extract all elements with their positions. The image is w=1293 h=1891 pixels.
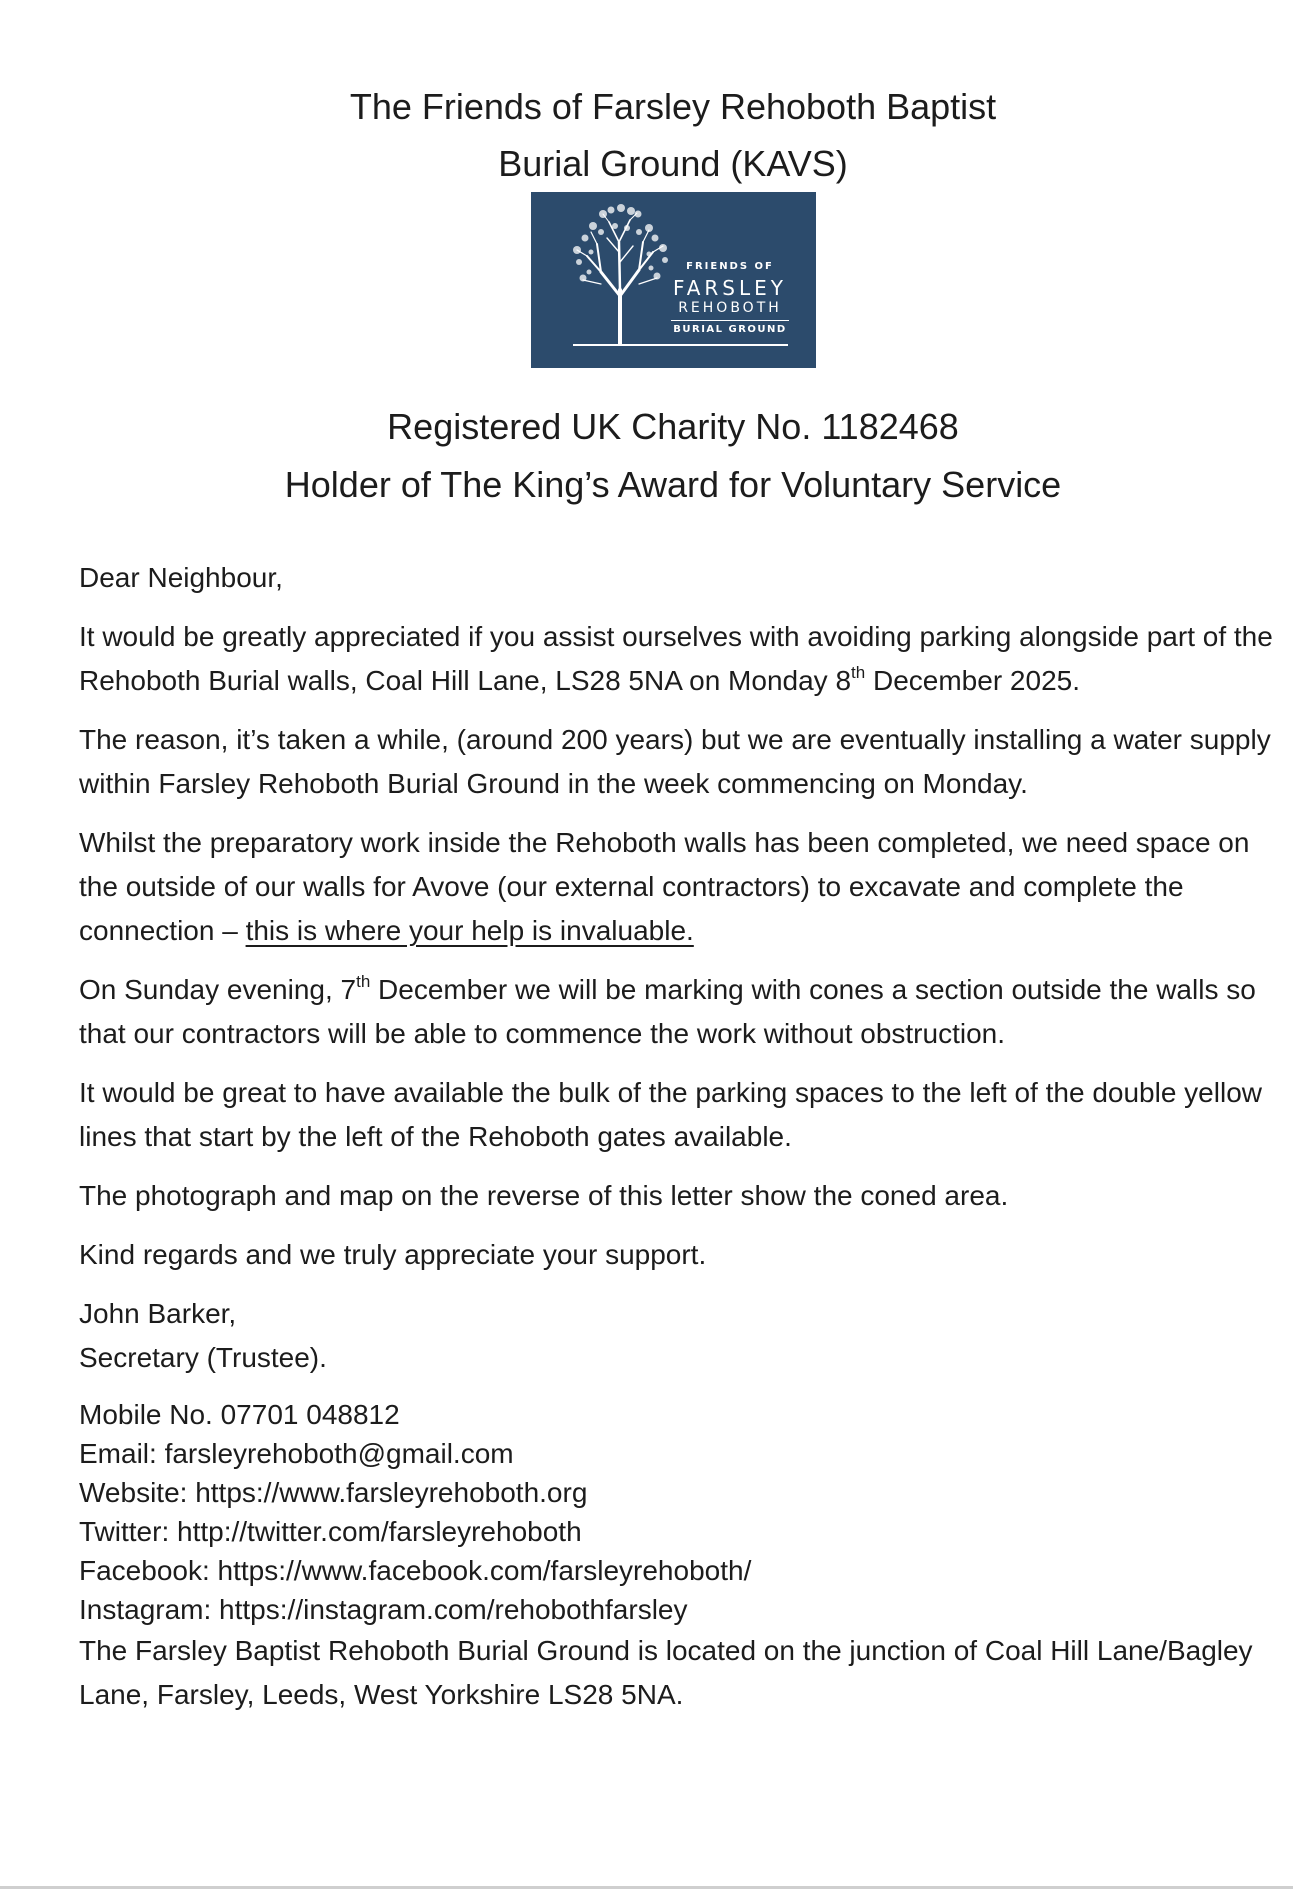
charity-number: Registered UK Charity No. 1182468 [387, 406, 959, 447]
logo-line-friends-of: FRIENDS OF [686, 261, 774, 272]
paragraph-text: On Sunday evening, 7 [79, 974, 357, 1005]
paragraph-work-outside [79, 821, 1279, 953]
paragraph-parking-spaces: It would be great to have available the bulk of the parking spaces to the left of the double yellow lines that start by the left of the Rehoboth gates available. [79, 1077, 1262, 1152]
salutation: Dear Neighbour, [79, 562, 283, 593]
contact-details [79, 1395, 1279, 1629]
letter-header [0, 78, 1293, 192]
ordinal-suffix: th [851, 663, 866, 682]
contact-website: Website: https://www.farsleyrehoboth.org [79, 1477, 588, 1508]
kings-award: Holder of The King’s Award for Voluntary Service [284, 464, 1062, 505]
signoff-title: Secretary (Trustee). [79, 1342, 327, 1373]
page-bottom-edge [0, 1886, 1293, 1889]
paragraph-text: December 2025. [865, 665, 1080, 696]
contact-facebook: Facebook: https://www.facebook.com/farsleyrehoboth/ [79, 1555, 752, 1586]
logo-line-burial-ground: BURIAL GROUND [673, 324, 787, 335]
paragraph-cones [79, 968, 1279, 1056]
paragraph-reason: The reason, it’s taken a while, (around 200 years) but we are eventually installing a water supply within Farsley Rehoboth Burial Ground in the week commencing on Monday. [79, 724, 1271, 799]
logo-line-rehoboth: REHOBOTH [678, 300, 782, 316]
logo-ground-line [573, 344, 788, 346]
contact-email: Email: farsleyrehoboth@gmail.com [79, 1438, 514, 1469]
header-title-line2: Burial Ground (KAVS) [498, 143, 848, 184]
contact-twitter: Twitter: http://twitter.com/farsleyrehoboth [79, 1516, 582, 1547]
letter-body [79, 556, 1279, 1732]
logo-line-farsley: FARSLEY [673, 276, 787, 300]
location-footer: The Farsley Baptist Rehoboth Burial Ground is located on the junction of Coal Hill Lane/Bagley Lane, Farsley, Leeds, West Yorkshire LS28 5NA. [79, 1635, 1253, 1710]
contact-mobile: Mobile No. 07701 048812 [79, 1399, 400, 1430]
logo-divider [671, 320, 789, 321]
paragraph-text: Whilst the preparatory work inside the Rehoboth walls has been completed, we need space on the outside of our walls for Avove (our external contractors) to excavate and complete the connection – [79, 827, 1250, 946]
charity-logo [531, 192, 816, 368]
signoff-name: John Barker, [79, 1298, 237, 1329]
paragraph-parking-request [79, 615, 1279, 703]
paragraph-regards: Kind regards and we truly appreciate your support. [79, 1239, 707, 1270]
paragraph-text: December we will be marking with cones a section outside the walls so that our contractors will be able to commence the work without obstruction. [79, 974, 1256, 1049]
header-title-line1: The Friends of Farsley Rehoboth Baptist [349, 86, 997, 127]
paragraph-reverse-map: The photograph and map on the reverse of this letter show the coned area. [79, 1180, 1009, 1211]
paragraph-text: It would be greatly appreciated if you assist ourselves with avoiding parking alongside part of the Rehoboth Burial walls, Coal Hill Lane, LS28 5NA on Monday 8 [79, 621, 1273, 696]
ordinal-suffix: th [356, 972, 371, 991]
underlined-emphasis: this is where your help is invaluable. [245, 915, 694, 946]
charity-info [0, 398, 1293, 514]
contact-instagram: Instagram: https://instagram.com/rehobothfarsley [79, 1594, 688, 1625]
